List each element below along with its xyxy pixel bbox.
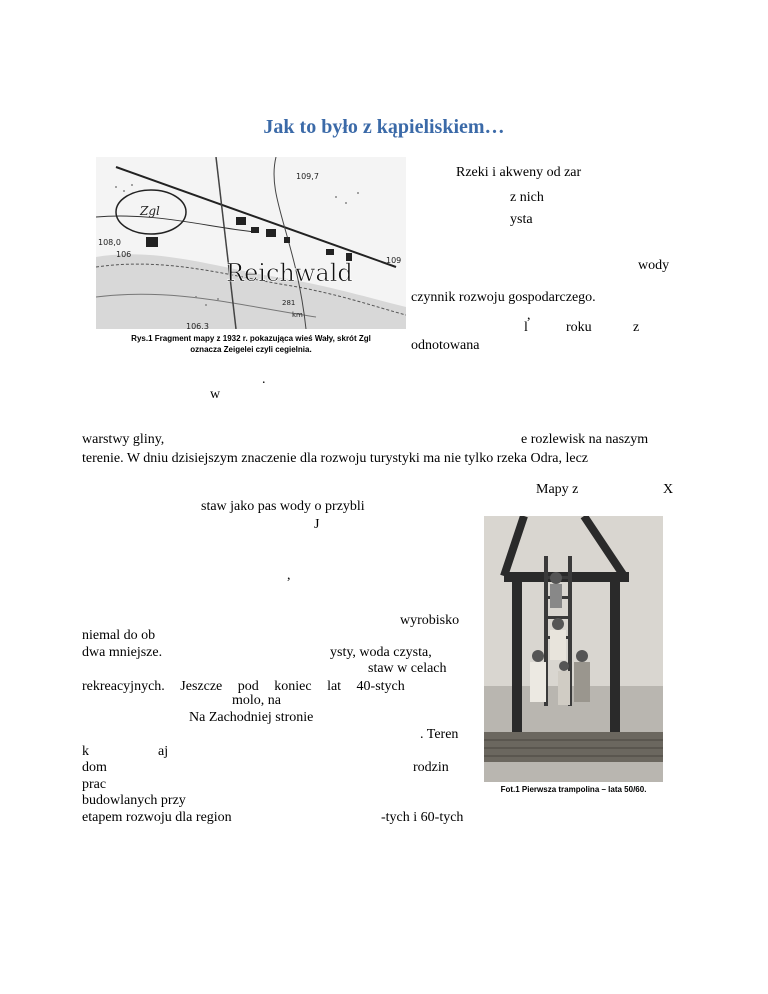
text-fragment: , <box>527 308 531 323</box>
text-fragment: z nich <box>510 190 544 205</box>
text-fragment: Mapy z <box>536 482 579 497</box>
map-caption-line: oznacza Zeigelei czyli cegielnia. <box>190 345 312 354</box>
text-fragment: czynnik rozwoju gospodarczego. <box>411 290 596 305</box>
text-fragment: niemal do ob <box>82 628 156 643</box>
map-number: 109 <box>386 256 402 265</box>
text-fragment: dwa mniejsze. <box>82 645 163 660</box>
text-fragment: aj <box>158 744 169 759</box>
text-fragment: etapem rozwoju dla region <box>82 810 232 825</box>
map-abbrev: Zgl <box>140 204 160 218</box>
paragraph-line: rekreacyjnych. Jeszcze pod koniec lat 40-stych <box>82 679 405 694</box>
map-number: 281 <box>282 299 296 307</box>
map-number: km <box>292 311 303 319</box>
text-fragment: wody <box>638 258 670 273</box>
text-fragment: rodzin <box>413 760 449 775</box>
text-fragment: staw jako pas wody o przybli <box>201 499 365 514</box>
map-figure <box>96 157 406 329</box>
map-number: 109,7 <box>296 172 319 181</box>
text-fragment: . Teren <box>420 727 459 742</box>
paragraph-line: terenie. W dniu dzisiejszym znaczenie dla rozwoju turystyki ma nie tylko rzeka Odra, lecz <box>82 451 589 466</box>
text-fragment: wyrobisko <box>400 613 460 628</box>
text-fragment: l <box>524 320 528 335</box>
map-number: 108,0 <box>98 238 121 247</box>
text-fragment: warstwy gliny, <box>82 432 165 447</box>
text-fragment: ysta <box>510 212 533 227</box>
text-fragment: Na Zachodniej stronie <box>189 710 314 725</box>
map-caption <box>96 333 406 355</box>
map-caption-line: Rys.1 Fragment mapy z 1932 r. pokazująca wieś Wały, skrót Zgl <box>131 334 371 343</box>
map-image <box>96 157 406 329</box>
text-fragment: odnotowana <box>411 338 480 353</box>
text-fragment: prac <box>82 777 107 792</box>
text-fragment: Rzeki i akweny od zar <box>456 165 582 180</box>
text-fragment: molo, na <box>232 693 281 708</box>
trampoline-photo <box>484 516 663 782</box>
text-fragment: X <box>663 482 674 497</box>
map-number: 106,3 <box>186 322 209 329</box>
text-fragment: w <box>210 387 221 402</box>
photo-caption: Fot.1 Pierwsza trampolina – lata 50/60. <box>500 785 647 794</box>
text-fragment: e rozlewisk na naszym <box>521 432 649 447</box>
text-fragment: dom <box>82 760 107 775</box>
text-fragment: staw w celach <box>368 661 447 676</box>
text-fragment: ysty, woda czysta, <box>330 645 432 660</box>
text-fragment: . <box>262 372 266 387</box>
page-title: Jak to było z kąpieliskiem… <box>263 116 505 138</box>
text-fragment: budowlanych przy <box>82 793 186 808</box>
text-fragment: k <box>82 744 89 759</box>
text-fragment: roku <box>566 320 592 335</box>
text-fragment: J <box>314 517 320 532</box>
photo-figure <box>484 516 663 782</box>
text-fragment: z <box>633 320 640 335</box>
text-fragment: -tych i 60-tych <box>381 810 464 825</box>
text-fragment: , <box>287 568 291 583</box>
map-label: Reichwald <box>226 259 353 287</box>
map-number: 106 <box>116 250 132 259</box>
